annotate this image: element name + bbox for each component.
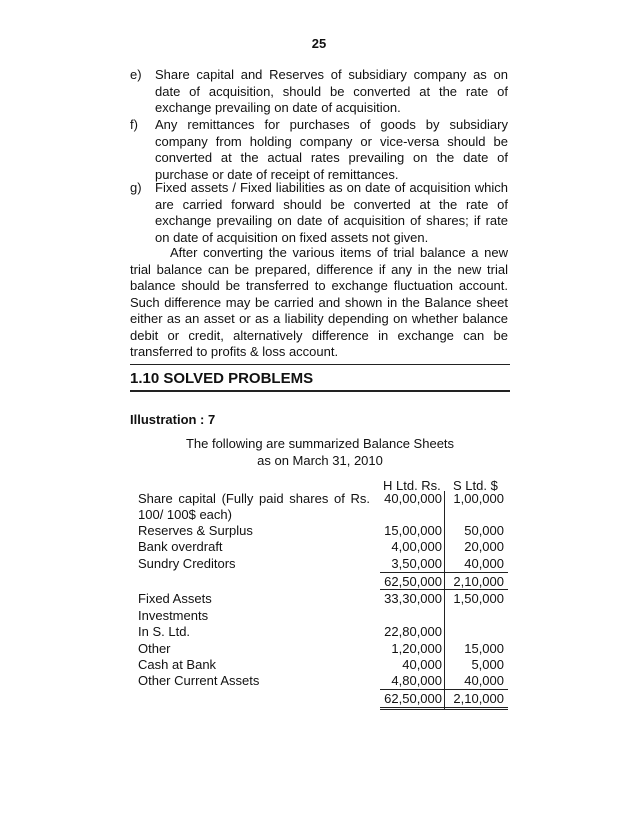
body-paragraph: After converting the various items of trial balance a new trial balance can be prepared, difference if any in the new trial balance should be transferred to exchange fluctuation account. Such difference may be carried and shown in the Balance sheet either as an asset or as a liability depending on whether balance debit or credit, alternatively difference in exchange can be transferred to profits & loss account. [130, 245, 508, 359]
s-ltd-value: 1,50,000 [453, 591, 504, 606]
caption-line2: as on March 31, 2010 [257, 453, 383, 468]
h-ltd-value: 4,00,000 [391, 539, 442, 554]
section-heading: 1.10 SOLVED PROBLEMS [130, 370, 314, 387]
total-rule [380, 589, 508, 590]
list-text: Share capital and Reserves of subsidiary company as on date of acquisition, should be converted at the rate of exchange prevailing on date of acquisition. [155, 67, 508, 115]
s-ltd-value: 1,00,000 [453, 491, 504, 506]
list-item-e [130, 67, 508, 117]
list-item-g [130, 180, 508, 246]
row-label: Other Current Assets [138, 673, 260, 688]
s-ltd-total: 2,10,000 [453, 691, 504, 706]
table-row [138, 641, 504, 658]
row-label: Cash at Bank [138, 657, 217, 672]
column-header-s-ltd: S Ltd. $ [453, 478, 498, 493]
row-label: Share capital (Fully paid shares of Rs. [138, 491, 370, 506]
list-marker: g) [130, 180, 142, 195]
list-marker: f) [130, 117, 138, 132]
h-ltd-total: 62,50,000 [384, 691, 442, 706]
h-ltd-value: 22,80,000 [384, 624, 442, 639]
h-ltd-value: 4,80,000 [391, 673, 442, 688]
table-row [138, 523, 504, 540]
list-text: Any remittances for purchases of goods by subsidiary company from holding company or vice-versa should be converted at the actual rates prevailing on the date of purchase or date of receipt of remittances. [155, 117, 508, 182]
table-row [138, 673, 504, 690]
table-row [138, 657, 504, 674]
h-ltd-value: 1,20,000 [391, 641, 442, 656]
table-row [138, 507, 504, 524]
h-ltd-value: 3,50,000 [391, 556, 442, 571]
list-text: Fixed assets / Fixed liabilities as on date of acquisition which are carried forward should be converted at the rate of exchange prevailing on date of acquisition of shares; if rate on date of acquisition on fixed assets not given. [155, 180, 508, 245]
illustration-label: Illustration : 7 [130, 412, 216, 427]
s-ltd-total: 2,10,000 [453, 574, 504, 589]
row-label: Reserves & Surplus [138, 523, 253, 538]
table-row [138, 608, 504, 625]
h-ltd-value: 15,00,000 [384, 523, 442, 538]
heading-rule-top [130, 364, 510, 365]
row-label: Investments [138, 608, 209, 623]
table-row [138, 491, 504, 508]
column-header-h-ltd: H Ltd. Rs. [383, 478, 441, 493]
total-rule [380, 572, 508, 573]
s-ltd-value: 50,000 [464, 523, 504, 538]
s-ltd-value: 15,000 [464, 641, 504, 656]
row-label: Bank overdraft [138, 539, 223, 554]
h-ltd-value: 33,30,000 [384, 591, 442, 606]
s-ltd-value: 40,000 [464, 556, 504, 571]
total-rule [380, 707, 508, 708]
page-number: 25 [311, 36, 327, 51]
total-rule [380, 689, 508, 690]
row-label: 100/ 100$ each) [138, 507, 232, 522]
table-row [138, 539, 504, 556]
s-ltd-value: 40,000 [464, 673, 504, 688]
h-ltd-value: 40,000 [402, 657, 442, 672]
row-label: Sundry Creditors [138, 556, 236, 571]
row-label: In S. Ltd. [138, 624, 191, 639]
list-marker: e) [130, 67, 142, 82]
total-row [138, 691, 504, 708]
s-ltd-value: 5,000 [471, 657, 504, 672]
table-row [138, 624, 504, 641]
total-double-rule [380, 709, 508, 710]
list-item-f [130, 117, 508, 183]
h-ltd-value: 40,00,000 [384, 491, 442, 506]
row-label: Other [138, 641, 171, 656]
h-ltd-total: 62,50,000 [384, 574, 442, 589]
heading-rule-bottom [130, 390, 510, 392]
row-label: Fixed Assets [138, 591, 212, 606]
caption-line1: The following are summarized Balance Sheets [185, 436, 455, 451]
s-ltd-value: 20,000 [464, 539, 504, 554]
table-row [138, 591, 504, 608]
table-row [138, 556, 504, 573]
